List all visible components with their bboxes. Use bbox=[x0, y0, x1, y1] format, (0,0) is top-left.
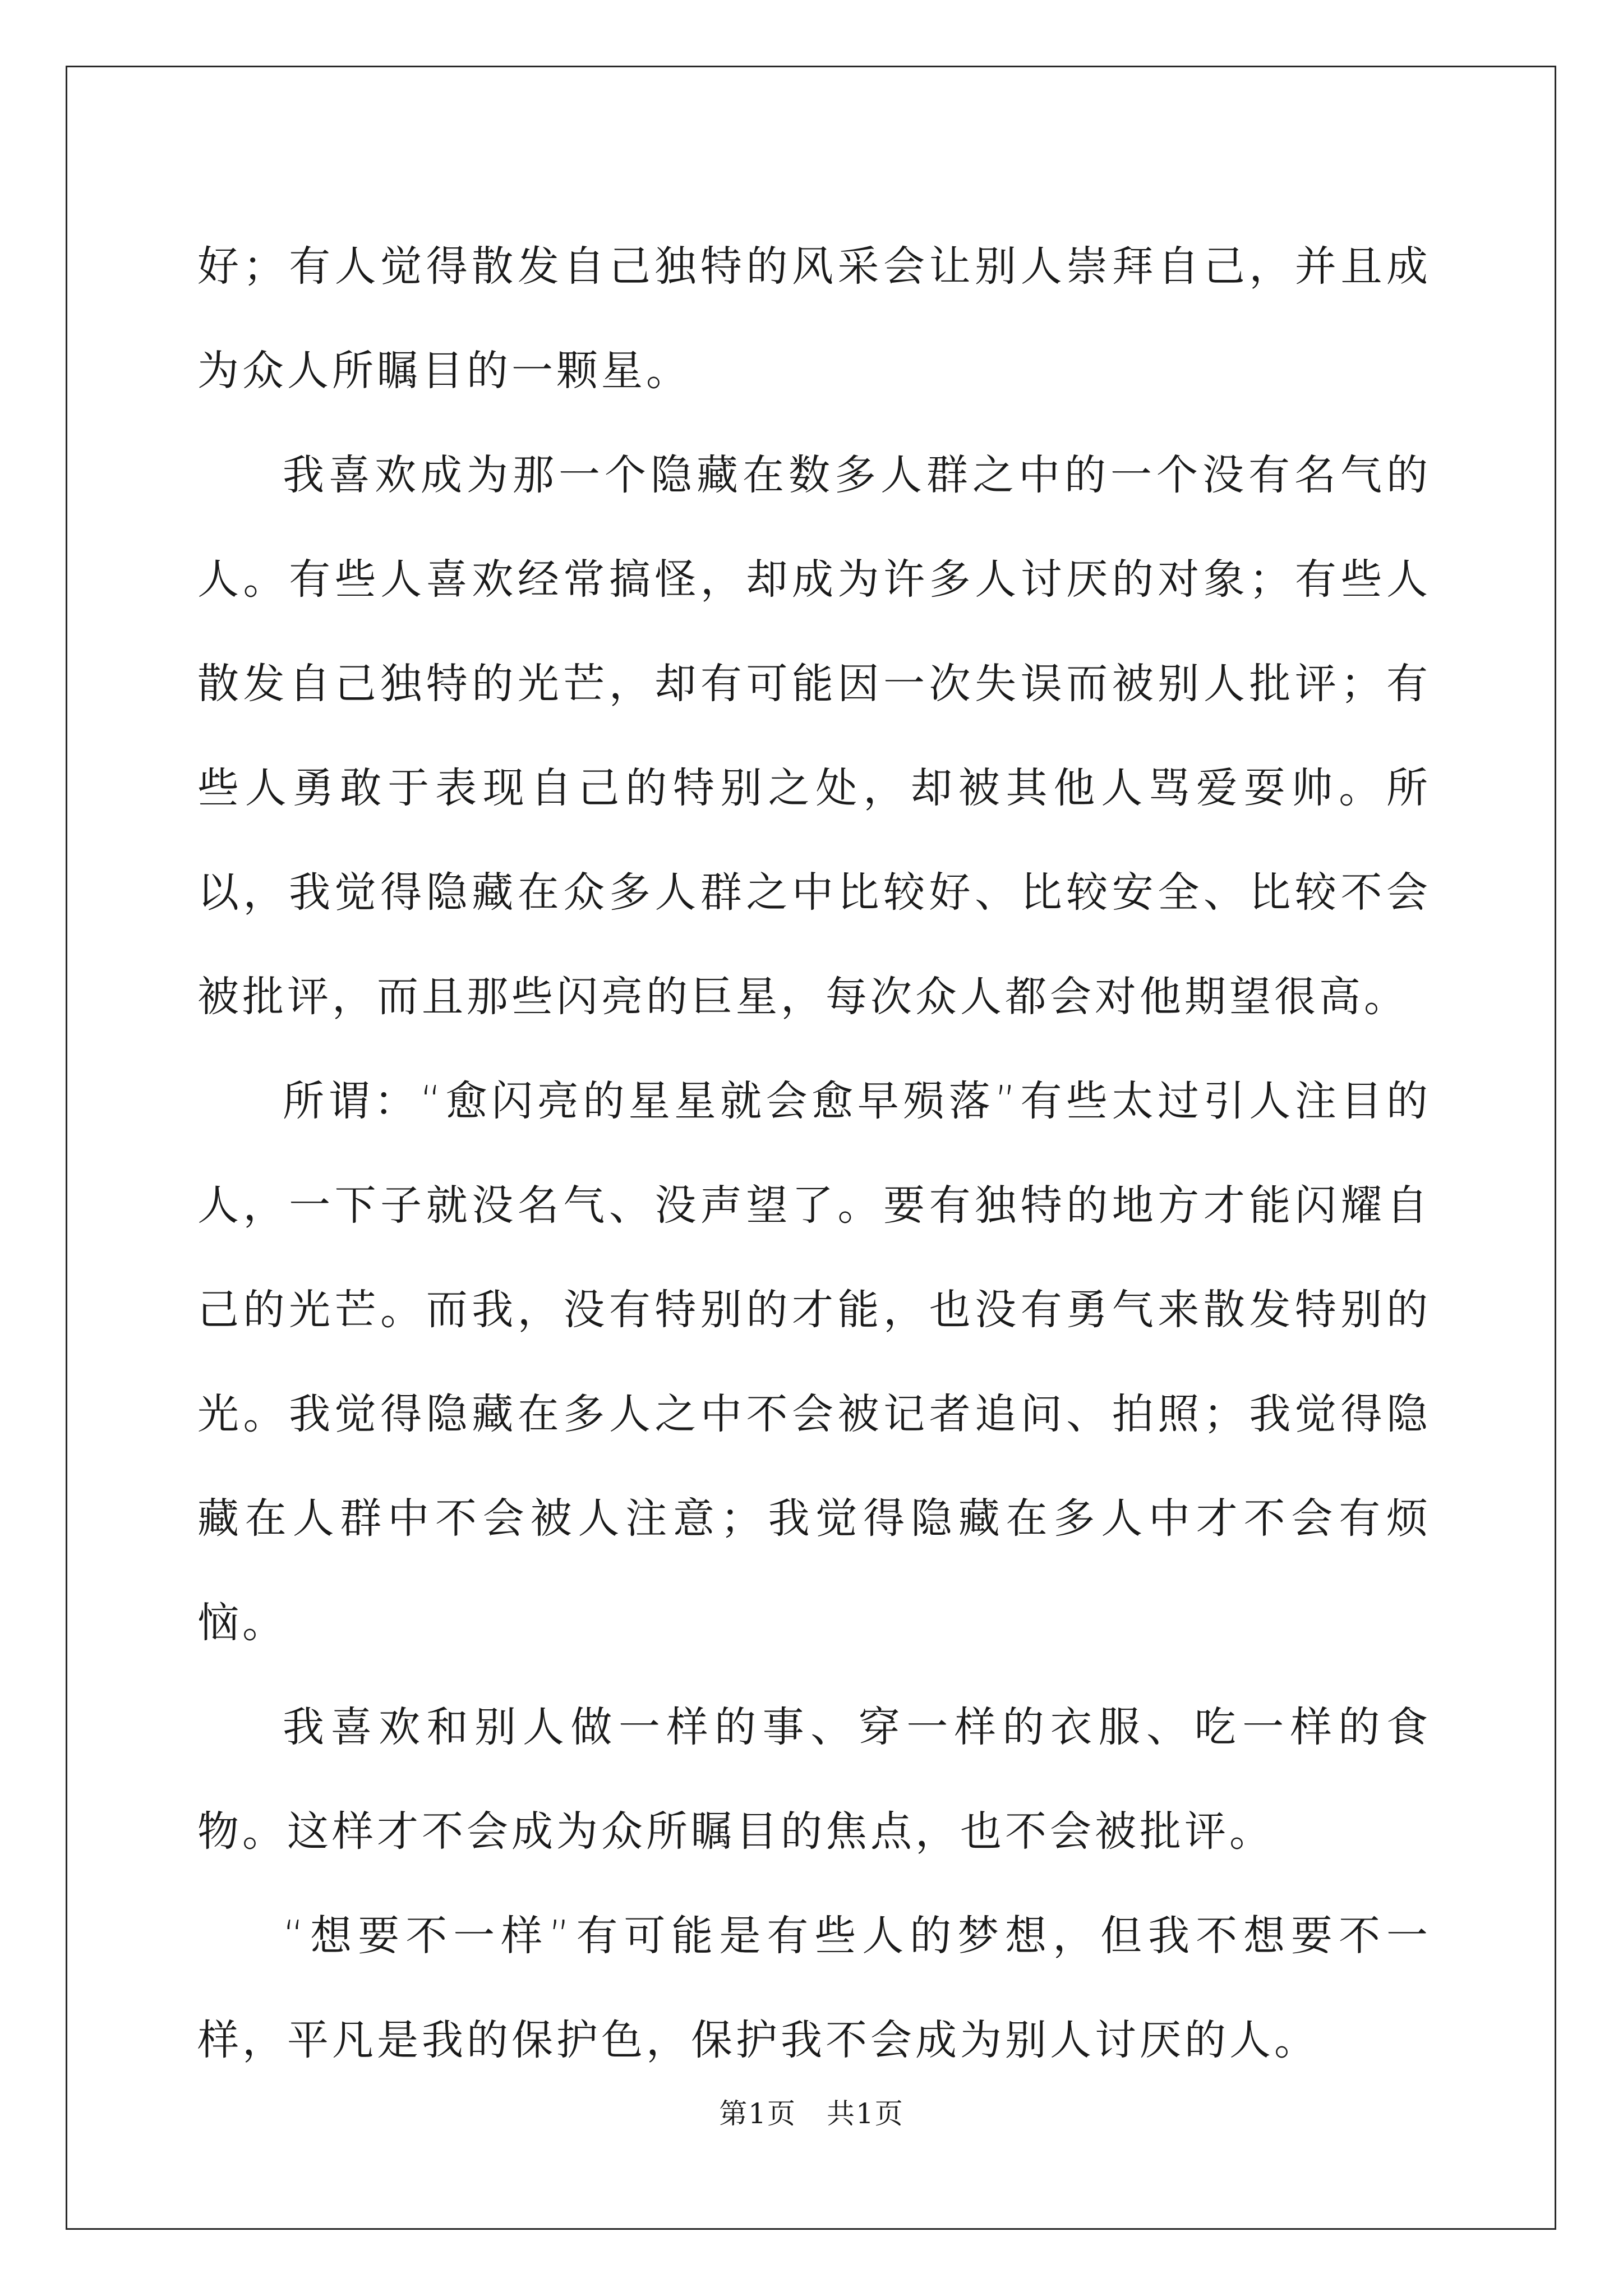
paragraph-4: 我喜欢和别人做一样的事、穿一样的衣服、吃一样的食物。这样才不会成为众所瞩目的焦点，也不会被批评。 bbox=[197, 1703, 1431, 1856]
page-total: 共1页 bbox=[827, 2097, 904, 2130]
paragraph-1: 好；有人觉得散发自己独特的风采会让别人崇拜自己，并且成为众人所瞩目的一颗星。 bbox=[197, 242, 1431, 395]
paragraph-5: “想要不一样”有可能是有些人的梦想，但我不想要不一样，平凡是我的保护色，保护我不会成为别人讨厌的人。 bbox=[197, 1912, 1431, 2064]
paragraph-2: 我喜欢成为那一个隐藏在数多人群之中的一个没有名气的人。有些人喜欢经常搞怪，却成为许多人讨厌的对象；有些人散发自己独特的光芒，却有可能因一次失误而被别人批评；有些人勇敢于表现自己的特别之处，却被其他人骂爱耍帅。所以，我觉得隐藏在众多人群之中比较好、比较安全、比较不会被批评，而且那些闪亮的巨星，每次众人都会对他期望很高。 bbox=[197, 451, 1431, 1021]
paragraph-3: 所谓：“愈闪亮的星星就会愈早殒落”有些太过引人注目的人，一下子就没名气、没声望了。要有独特的地方才能闪耀自己的光芒。而我，没有特别的才能，也没有勇气来散发特别的光。我觉得隐藏在多人之中不会被记者追问、拍照；我觉得隐藏在人群中不会被人注意；我觉得隐藏在多人中才不会有烦恼。 bbox=[197, 1077, 1431, 1647]
page-footer bbox=[0, 2091, 1623, 2132]
document-body bbox=[197, 214, 1431, 2092]
page-number: 第1页 bbox=[719, 2097, 796, 2130]
